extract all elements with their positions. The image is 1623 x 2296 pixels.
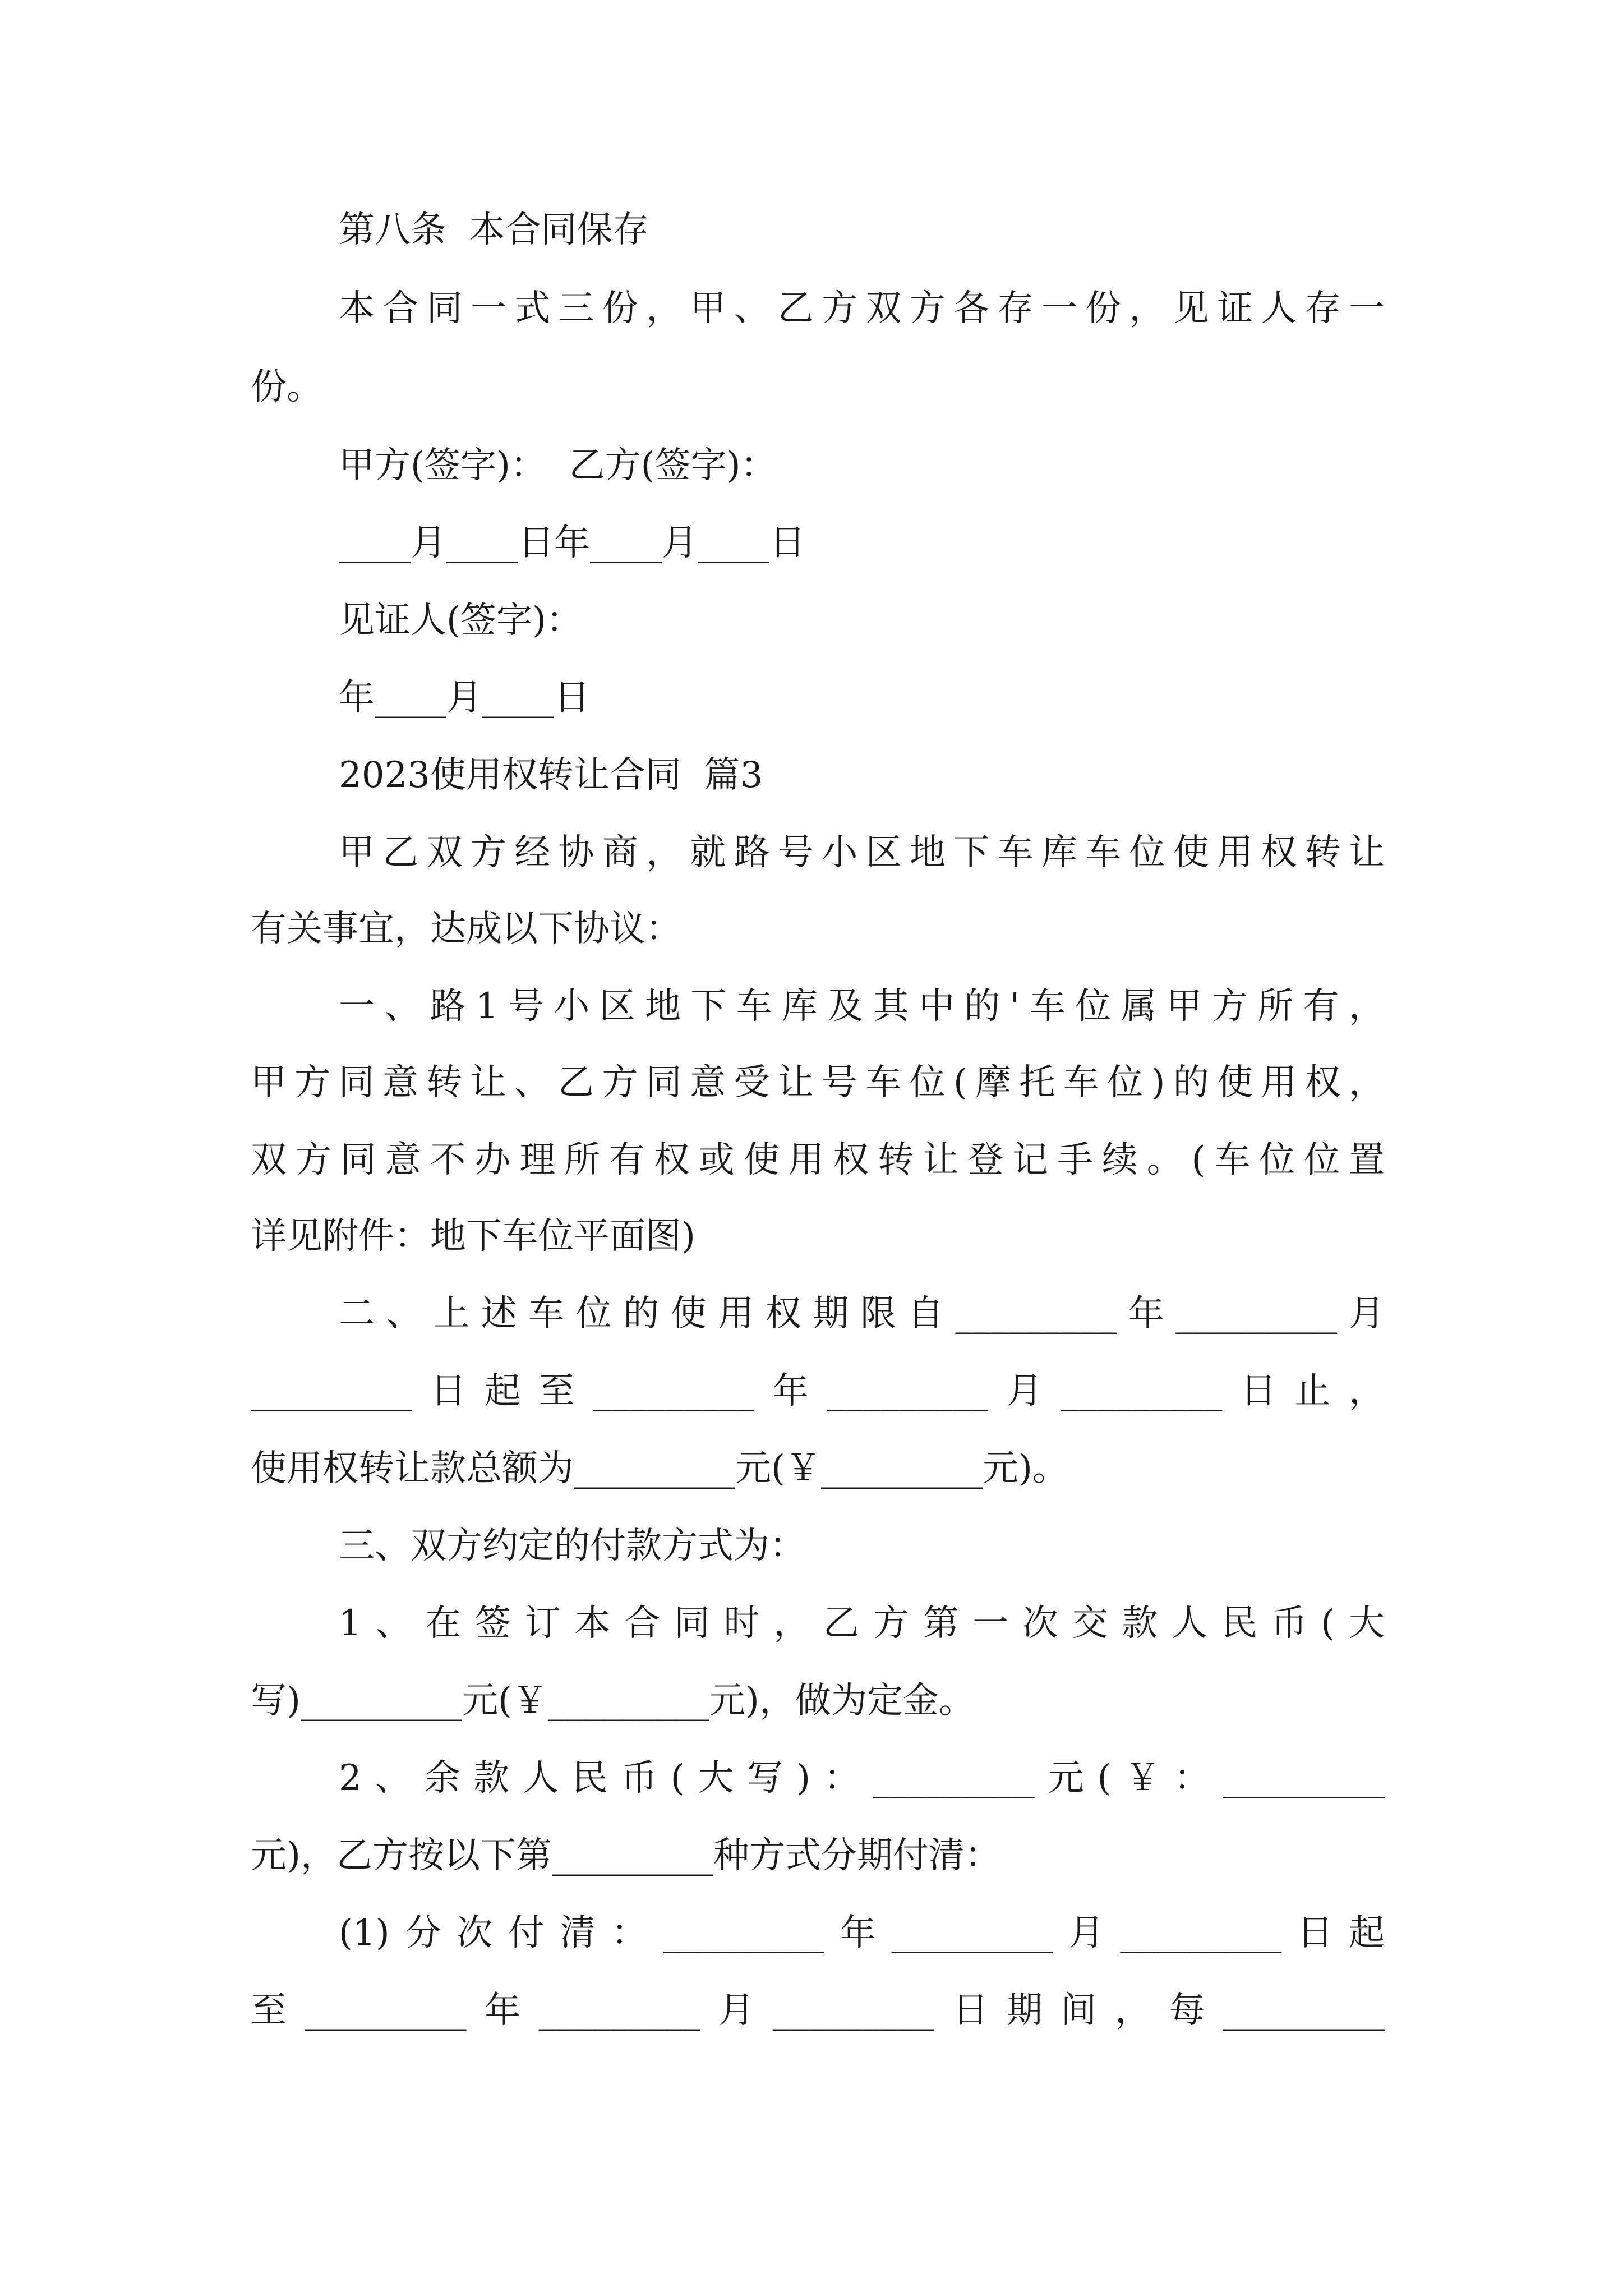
installment-line: 至_________年_________月_________日期间，每_________ [251,1990,1385,2031]
witness-signature-line: 见证人(签字)： [339,600,582,641]
clause-3-heading: 三、双方约定的付款方式为： [339,1525,805,1567]
clause-1-line: 详见附件：地下车位平面图) [251,1216,695,1257]
paragraph-line: 本合同一式三份，甲、乙方双方各存一份，见证人存一 [339,288,1385,329]
clause-2-line: _________日起至_________年_________月_________日止， [251,1370,1385,1412]
paragraph-line: 有关事宜，达成以下协议： [251,908,681,950]
installment-line: (1)分次付清：_________年_________月_________日起 [339,1912,1385,1954]
clause-2-line: 使用权转让款总额为_________元(￥_________元)。 [251,1448,1068,1489]
payment-item-2-line: 2、余款人民币(大写)：_________元(￥：_________ [339,1757,1385,1799]
payment-item-2-line: 元)，乙方按以下第_________种方式分期付清： [251,1835,1000,1876]
clause-2-line: 二、上述车位的使用权期限自_________年_________月 [339,1293,1385,1335]
clause-1-line: 双方同意不办理所有权或使用权转让登记手续。(车位位置 [251,1139,1385,1181]
signature-parties-line: 甲方(签字)： 乙方(签字)： [339,445,777,486]
article-8-heading: 第八条 本合同保存 [339,209,649,251]
clause-1-line: 甲方同意转让、乙方同意受让号车位(摩托车位)的使用权， [251,1062,1385,1103]
witness-date-line: 年____月____日 [339,677,590,719]
payment-item-1-line: 写)_________元(￥_________元)，做为定金。 [251,1680,975,1722]
section-title: 2023使用权转让合同 篇3 [339,754,763,796]
clause-1-line: 一、路1号小区地下车库及其中的'车位属甲方所有， [339,986,1385,1027]
signature-date-line: ____月____日年____月____日 [339,522,805,564]
paragraph-line: 甲乙双方经协商，就路号小区地下车库车位使用权转让 [339,832,1385,873]
payment-item-1-line: 1、在签订本合同时，乙方第一次交款人民币(大 [339,1603,1385,1644]
paragraph-line: 份。 [251,366,322,408]
